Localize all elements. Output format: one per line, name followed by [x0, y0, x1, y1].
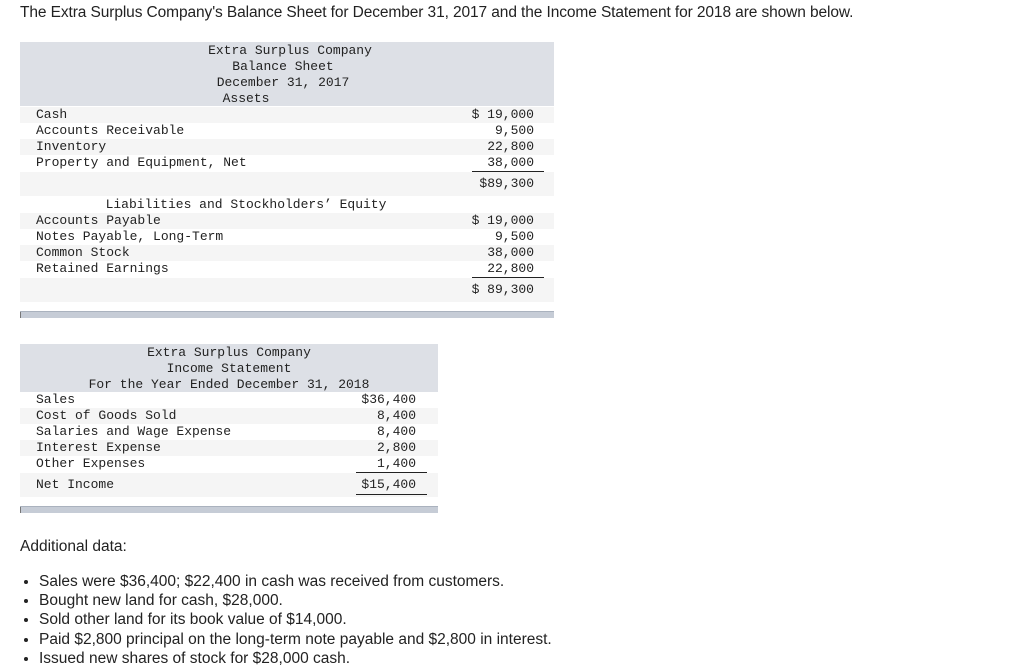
additional-data-heading: Additional data: — [20, 538, 127, 555]
table-row — [20, 213, 554, 229]
is-period: For the Year Ended December 31, 2018 — [88, 377, 370, 392]
row-value: 8,400 — [376, 424, 416, 439]
row-value: 38,000 — [487, 245, 534, 260]
row-value: 22,800 — [487, 261, 534, 276]
list-item: • Bought new land for cash, $28,000. — [39, 591, 552, 610]
table-row — [20, 155, 554, 171]
table-row — [20, 123, 554, 139]
table-row — [20, 392, 438, 408]
liabilities-total-row — [20, 278, 554, 302]
table-row — [20, 139, 554, 155]
row-label: Interest Expense — [36, 440, 161, 455]
net-income-value: $15,400 — [361, 477, 416, 492]
list-item: • Paid $2,800 principal on the long-term note payable and $2,800 in interest. — [39, 630, 552, 649]
list-item: • Sales were $36,400; $22,400 in cash was received from customers. — [39, 572, 552, 591]
row-value: 9,500 — [494, 229, 534, 244]
row-label: Accounts Receivable — [36, 123, 185, 138]
intro-text: The Extra Surplus Company's Balance Sheet for December 31, 2017 and the Income Statement for 2018 are shown below. — [20, 4, 854, 21]
is-title: Income Statement — [166, 361, 292, 376]
bs-date: December 31, 2017 — [216, 75, 350, 90]
table-row — [20, 261, 554, 277]
row-label: Notes Payable, Long-Term — [36, 229, 224, 244]
table-row — [20, 440, 438, 456]
is-company-name: Extra Surplus Company — [147, 345, 311, 360]
list-item: • Sold other land for its book value of $14,000. — [39, 610, 552, 629]
row-value: 8,400 — [376, 408, 416, 423]
assets-total-row — [20, 172, 554, 196]
row-label: Retained Earnings — [36, 261, 169, 276]
row-label: Common Stock — [36, 245, 130, 260]
total-underline — [356, 494, 427, 495]
table-row — [20, 408, 438, 424]
bs-liabilities-heading: Liabilities and Stockholders’ Equity — [105, 197, 387, 212]
table-row — [20, 107, 554, 123]
scrollbar-edge — [20, 312, 21, 318]
liabilities-total-value: $ 89,300 — [471, 282, 534, 297]
row-value: 1,400 — [376, 456, 416, 471]
scrollbar-edge — [20, 507, 21, 513]
row-value: $36,400 — [361, 392, 416, 407]
row-label: Cash — [36, 107, 68, 122]
list-item: • Issued new shares of stock for $28,000 cash. — [39, 649, 552, 668]
net-income-label: Net Income — [36, 477, 115, 492]
table-row — [20, 456, 438, 472]
table-row — [20, 424, 438, 440]
row-value: 38,000 — [487, 155, 534, 170]
row-label: Sales — [36, 392, 76, 407]
additional-data-list — [20, 572, 552, 668]
row-label: Other Expenses — [36, 456, 146, 471]
row-label: Salaries and Wage Expense — [36, 424, 232, 439]
row-value: $ 19,000 — [471, 213, 534, 228]
row-label: Accounts Payable — [36, 213, 161, 228]
table-row — [20, 229, 554, 245]
row-value: 9,500 — [494, 123, 534, 138]
row-value: $ 19,000 — [471, 107, 534, 122]
bs-company-name: Extra Surplus Company — [208, 43, 372, 58]
row-label: Cost of Goods Sold — [36, 408, 177, 423]
bs-assets-heading: Assets — [222, 91, 270, 106]
assets-total-value: $89,300 — [479, 176, 534, 191]
balance-sheet-scrollbar[interactable] — [20, 311, 554, 318]
row-value: 2,800 — [376, 440, 416, 455]
table-row — [20, 245, 554, 261]
income-statement-scrollbar[interactable] — [20, 506, 438, 513]
row-label: Inventory — [36, 139, 107, 154]
bs-title: Balance Sheet — [232, 59, 334, 74]
row-value: 22,800 — [487, 139, 534, 154]
row-label: Property and Equipment, Net — [36, 155, 247, 170]
